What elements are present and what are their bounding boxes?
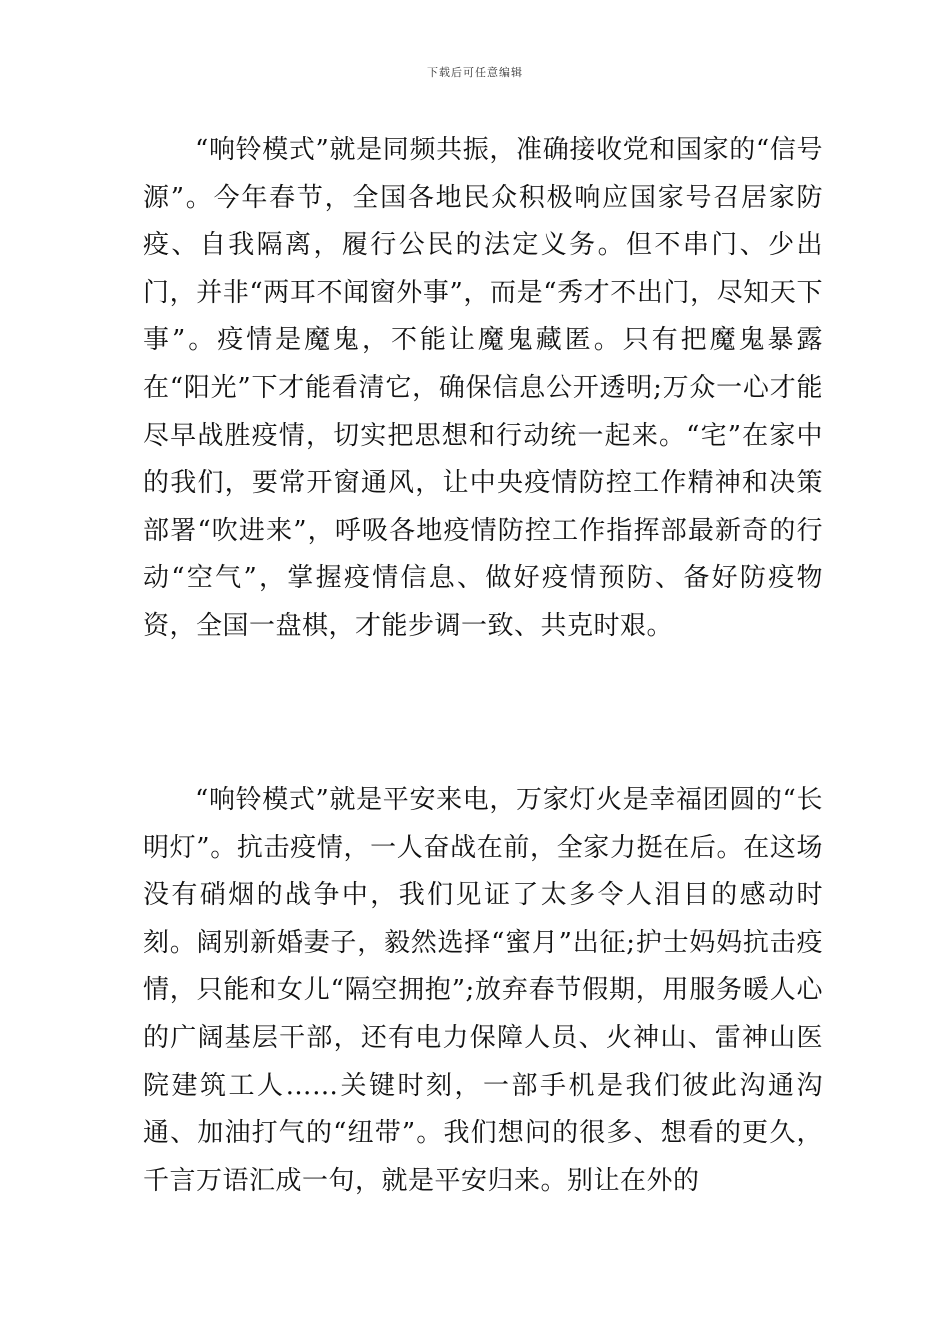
body-paragraph-2: “响铃模式”就是平安来电，万家灯火是幸福团圆的“长明灯”。抗击疫情，一人奋战在前，全家力挺在后。在这场没有硝烟的战争中，我们见证了太多令人泪目的感动时刻。阔别新婚妻子，毅然选择“蜜月”出征;护士妈妈抗击疫情，只能和女儿“隔空拥抱”;放弃春节假期，用服务暖人心的广阔基层干部，还有电力保障人员、火神山、雷神山医院建筑工人……关键时刻，一部手机是我们彼此沟通沟通、加油打气的“纽带”。我们想问的很多、想看的更久，千言万语汇成一句，就是平安归来。别让在外的 — [143, 785, 823, 1196]
body-paragraph-1: “响铃模式”就是同频共振，准确接收党和国家的“信号源”。今年春节，全国各地民众积极响应国家号召居家防疫、自我隔离，履行公民的法定义务。但不串门、少出门，并非“两耳不闻窗外事”，而是“秀才不出门，尽知天下事”。疫情是魔鬼，不能让魔鬼藏匿。只有把魔鬼暴露在“阳光”下才能看清它，确保信息公开透明;万众一心才能尽早战胜疫情，切实把思想和行动统一起来。“宅”在家中的我们，要常开窗通风，让中央疫情防控工作精神和决策部署“吹进来”，呼吸各地疫情防控工作指挥部最新奇的行动“空气”，掌握疫情信息、做好疫情预防、备好防疫物资，全国一盘棋，才能步调一致、共克时艰。 — [143, 135, 823, 641]
page-header: 下载后可任意编辑 — [427, 66, 523, 79]
